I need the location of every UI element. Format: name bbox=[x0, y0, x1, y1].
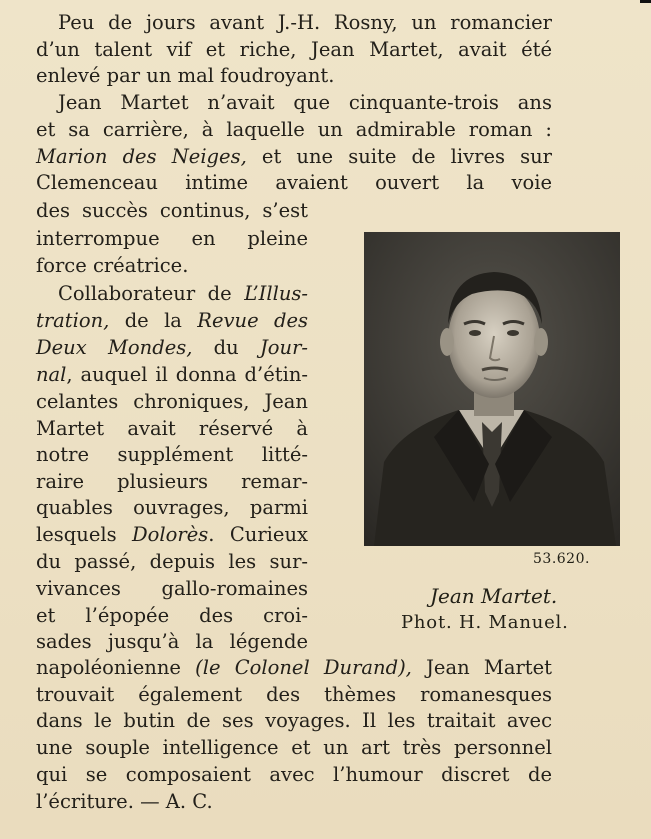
book-title: (le Colonel Durand), bbox=[195, 656, 412, 679]
text-line: lesquels Dolorès. Curieux bbox=[36, 523, 309, 546]
text-line: notre supplément litté- bbox=[36, 443, 308, 466]
text-line: des succès continus, s’est bbox=[36, 199, 308, 222]
text-line: raire plusieurs remar- bbox=[36, 470, 308, 493]
text-line: vivances gallo-romaines bbox=[36, 577, 308, 600]
text-line: Clemenceau intime avaient ouvert la voie bbox=[36, 171, 552, 194]
publication-title: Jour- bbox=[259, 336, 308, 359]
text-line: nal, auquel il donna d’étin- bbox=[36, 363, 308, 386]
text-line: une souple intelligence et un art très personnel bbox=[36, 736, 552, 759]
text-line: interrompue en pleine bbox=[36, 227, 308, 250]
publication-title: Deux Mondes, bbox=[36, 336, 193, 359]
text-line: d’un talent vif et riche, Jean Martet, avait été bbox=[36, 38, 552, 61]
text-line: enlevé par un mal foudroyant. bbox=[36, 64, 335, 87]
text-line: trouvait également des thèmes romanesques bbox=[36, 683, 552, 706]
text-line: celantes chroniques, Jean bbox=[36, 390, 308, 413]
portrait-illustration bbox=[364, 232, 620, 546]
publication-title: nal bbox=[36, 363, 67, 386]
book-title: Dolorès bbox=[132, 523, 209, 546]
text-line: Deux Mondes, du Jour- bbox=[36, 336, 308, 359]
book-title: Marion des Neiges, bbox=[36, 145, 247, 168]
text-line: dans le butin de ses voyages. Il les traitait avec bbox=[36, 709, 552, 732]
photo-credit: Phot. H. Manuel. bbox=[401, 612, 569, 633]
publication-title: Revue des bbox=[197, 309, 308, 332]
text-line: Collaborateur de L’Illus- bbox=[58, 282, 308, 305]
text-line: force créatrice. bbox=[36, 254, 189, 277]
text-line: du passé, depuis les sur- bbox=[36, 550, 308, 573]
text-line: et l’épopée des croi- bbox=[36, 604, 308, 627]
photo-number: 53.620. bbox=[533, 551, 590, 567]
text-line: qui se composaient avec l’humour discret de bbox=[36, 763, 552, 786]
text-line: et sa carrière, à laquelle un admirable roman : bbox=[36, 118, 552, 141]
text-line: quables ouvrages, parmi bbox=[36, 496, 308, 519]
text-line: Peu de jours avant J.-H. Rosny, un romancier bbox=[58, 11, 552, 34]
text-line: l’écriture. — A. C. bbox=[36, 790, 213, 813]
text-line: tration, de la Revue des bbox=[36, 309, 308, 332]
text-line: napoléonienne (le Colonel Durand), Jean Martet bbox=[36, 656, 552, 679]
publication-title: tration, bbox=[36, 309, 110, 332]
text-line: Marion des Neiges, et une suite de livres sur bbox=[36, 145, 552, 168]
publication-title: L’Illus- bbox=[244, 282, 308, 305]
photo-caption: Jean Martet. bbox=[430, 584, 558, 608]
text-line: Jean Martet n’avait que cinquante-trois ans bbox=[58, 91, 552, 114]
text-line: sades jusqu’à la légende bbox=[36, 630, 308, 653]
corner-mark bbox=[640, 0, 651, 3]
text-line: Martet avait réservé à bbox=[36, 417, 308, 440]
portrait-photo bbox=[364, 232, 620, 546]
